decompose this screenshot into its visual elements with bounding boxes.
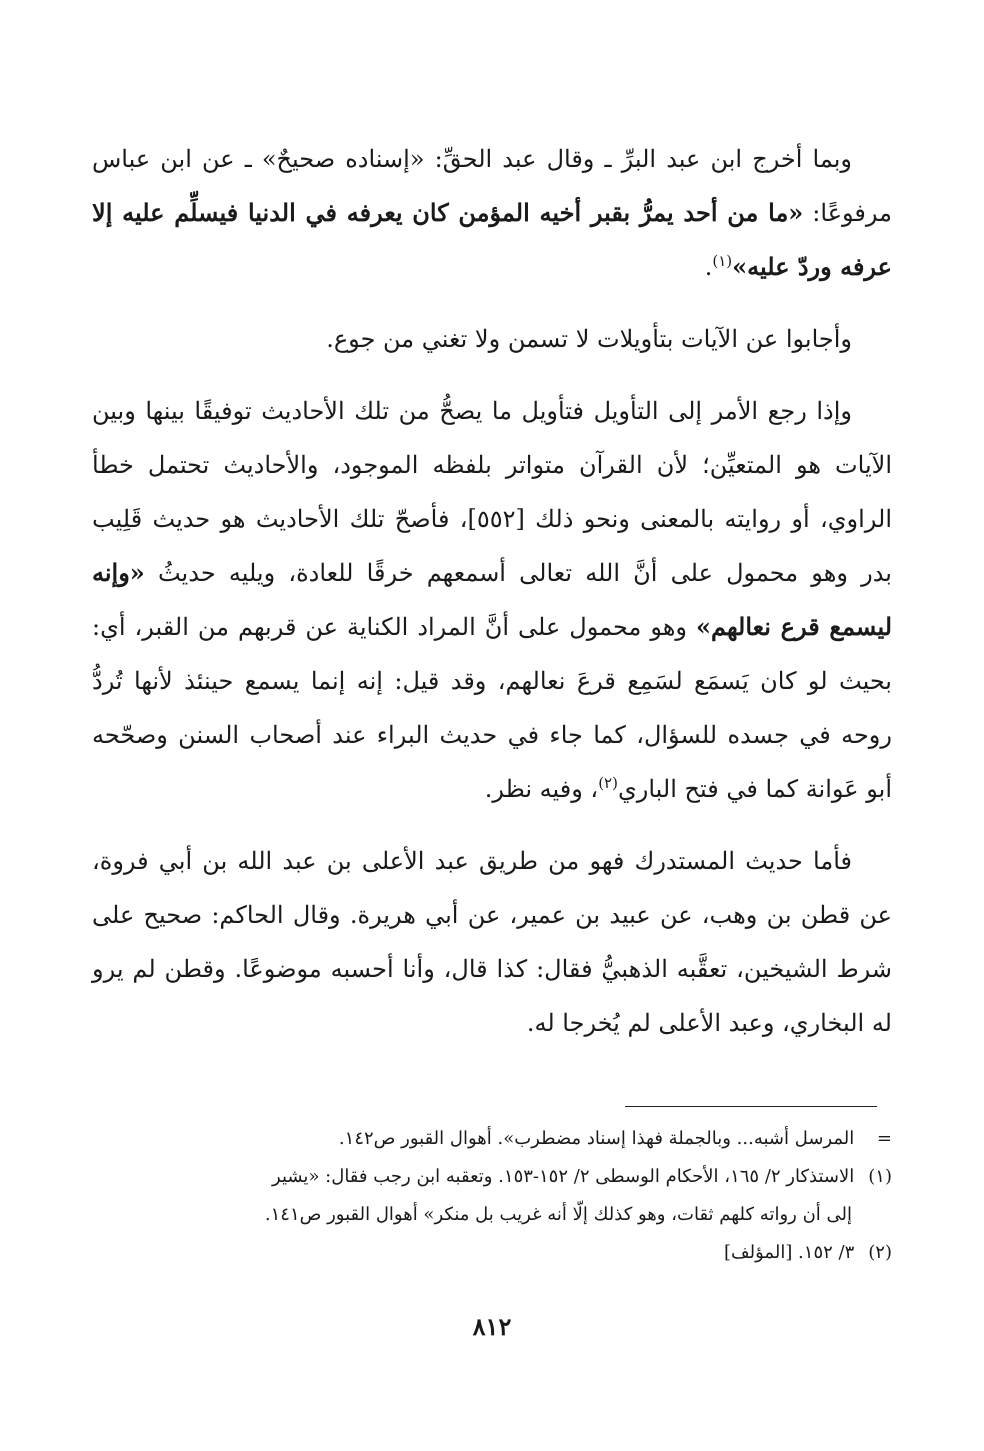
footnote-1 bbox=[92, 1158, 892, 1196]
footnote-ref-2: (٢) bbox=[598, 774, 618, 792]
footnote-1-text: الاستذكار ٢/ ١٦٥، الأحكام الوسطى ٢/ ١٥٢-١٥٣. وتعقبه ابن رجب فقال: «يشير bbox=[272, 1166, 855, 1187]
footnote-continuation-mark: = bbox=[876, 1128, 892, 1149]
hadith-quote-2: «وإنه ليسمع قرع نعالهم» bbox=[92, 558, 893, 641]
footnote-1-continued: إلى أن رواته كلهم ثقات، وهو كذلك إلّا أنه غريب بل منكر» أهوال القبور ص١٤١. bbox=[264, 1204, 852, 1225]
paragraph-3-text-a: وإذا رجع الأمر إلى التأويل فتأويل ما يصحُّ من تلك الأحاديث توفيقًا بينها وبين الآيات هو المتعيِّن؛ لأن القرآن متواتر بلفظه الموجود، والأحاديث تحتمل خطأ الراوي، أو روايته بالمعنى ونحو ذلك [٥٥٢]، فأصحّ تلك الأحاديث هو حديث قَلِيب بدر وهو محمول على أنَّ الله تعالى أسمعهم خرقًا للعادة، ويليه حديثُ bbox=[92, 397, 892, 587]
paragraph-3-end: ، وفيه نظر. bbox=[484, 775, 599, 803]
hadith-quote-1: «ما من أحد يمرُّ بقبر أخيه المؤمن كان يعرفه في الدنيا فيسلِّم عليه إلا عرفه وردّ عليه» bbox=[92, 198, 892, 281]
paragraph-1-text: وبما أخرج ابن عبد البرِّ ـ وقال عبد الحقِّ: «إسناده صحيحٌ» ـ عن ابن عباس مرفوعًا: bbox=[92, 145, 892, 227]
paragraph-2: وأجابوا عن الآيات بتأويلات لا تسمن ولا تغني من جوع. bbox=[326, 325, 852, 353]
footnote-divider bbox=[625, 1106, 877, 1107]
paragraph-3-text-b: وهو محمول على أنَّ المراد الكناية عن قربهم من القبر، أي: بحيث لو كان يَسمَع لسَمِع قرعَ نعالهم، وقد قيل: إنه إنما يسمع حينئذ لأنها تُردُّ روحه في جسده للسؤال، كما جاء في حديث البراء عند أصحاب السنن وصحّحه أبو عَوانة كما في فتح الباري bbox=[92, 613, 892, 803]
footnote-ref-1: (١) bbox=[712, 252, 733, 270]
paragraph-1 bbox=[92, 132, 892, 294]
page-number: ٨١٢ bbox=[472, 1312, 512, 1341]
footnote-2-text: ٣/ ١٥٢. [المؤلف] bbox=[723, 1242, 855, 1263]
footnote-1-mark: (١) bbox=[868, 1166, 892, 1187]
footnote-2-mark: (٢) bbox=[868, 1242, 892, 1263]
main-text bbox=[92, 132, 892, 1068]
paragraph-1-end: . bbox=[704, 253, 713, 281]
footnotes bbox=[92, 1120, 892, 1272]
paragraph-4: فأما حديث المستدرك فهو من طريق عبد الأعلى بن عبد الله بن أبي فروة، عن قطن بن وهب، عن عبيد بن عمير، عن أبي هريرة. وقال الحاكم: صحيح على شرط الشيخين، تعقَّبه الذهبيُّ فقال: كذا قال، وأنا أحسبه موضوعًا. وقطن لم يرو له البخاري، وعبد الأعلى لم يُخرجا له. bbox=[92, 847, 892, 1037]
footnote-continuation-text: المرسل أشبه... وبالجملة فهذا إسناد مضطرب». أهوال القبور ص١٤٢. bbox=[338, 1128, 855, 1149]
footnote-2 bbox=[92, 1234, 892, 1272]
footnote-continuation bbox=[92, 1120, 892, 1158]
paragraph-3 bbox=[92, 384, 892, 816]
